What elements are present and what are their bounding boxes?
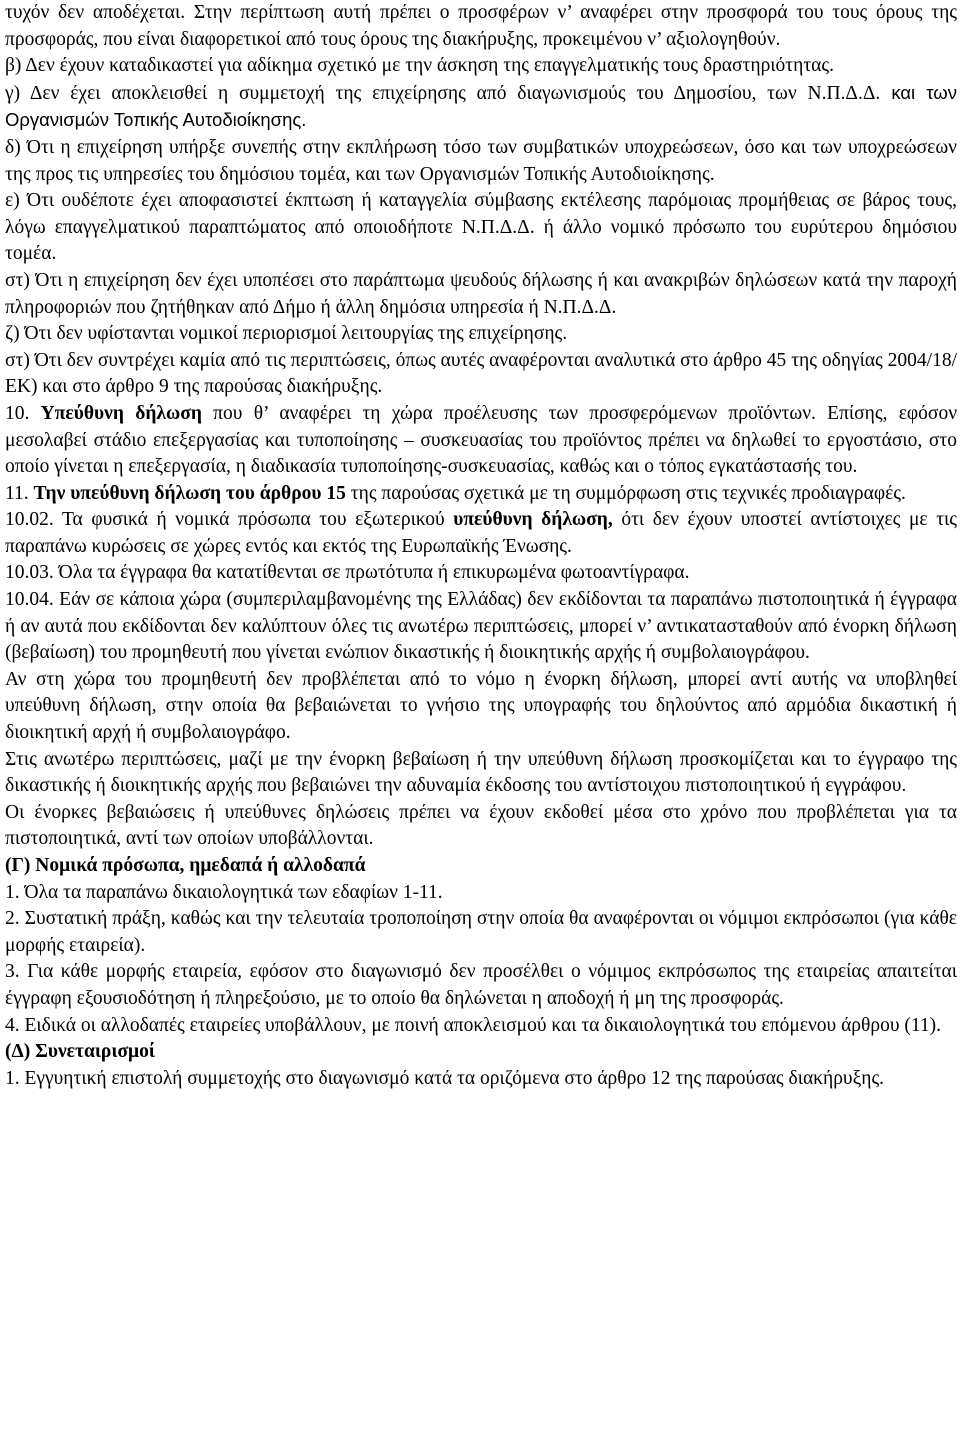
- legal-item-1: 1. Όλα τα παραπάνω δικαιολογητικά των εδαφίων 1-11.: [5, 881, 443, 903]
- paragraph-c-text: γ) Δεν έχει αποκλεισθεί η συμμετοχή της επιχείρησης από διαγωνισμούς του Δημοσίου, των Ν.Π.Δ.Δ.: [5, 82, 881, 104]
- paragraph-11: [5, 481, 957, 508]
- paragraph-10-02-text-a: 10.02. Τα φυσικά ή νομικά πρόσωπα του εξωτερικού: [5, 509, 454, 531]
- paragraph-d: δ) Ότι η επιχείρηση υπήρξε συνεπής στην εκπλήρωση τόσο των συμβατικών υποχρεώσεων, όσο και των υποχρεώσεων της προς τις υπηρεσίες του δημόσιου τομέα, και των Οργανισμών Τοπικής Αυτοδιοίκησης.: [5, 136, 957, 185]
- section-heading-legal-entities-text: (Γ) Νομικά πρόσωπα, ημεδαπά ή αλλοδαπά: [5, 855, 366, 876]
- paragraph-st: στ) Ότι η επιχείρηση δεν έχει υποπέσει στο παράπτωμα ψευδούς δήλωσης ή και ανακριβών δηλώσεων κατά την παροχή πληροφοριών που ζητήθηκαν από Δήμο ή άλλη δημόσια υπηρεσία ή Ν.Π.Δ.Δ.: [5, 269, 957, 318]
- paragraph-sworn-docs: Στις ανωτέρω περιπτώσεις, μαζί με την ένορκη βεβαίωση ή την υπεύθυνη δήλωση προσκομίζεται και το έγγραφο της δικαστικής ή διοικητικής αρχής που βεβαιώνει την αδυναμία έκδοσης του αντίστοιχου πιστοποιητικού ή εγγράφου.: [5, 748, 957, 797]
- paragraph-sworn-alt: Αν στη χώρα του προμηθευτή δεν προβλέπεται από το νόμο η ένορκη δήλωση, μπορεί αντί αυτής να υποβληθεί υπεύθυνη δήλωση, στην οποία θα βεβαιώνεται το γνήσιο της υπογραφής του δηλούντος από αρμόδια δικαστική ή διοικητική αρχή ή συμβολαιογράφο.: [5, 668, 957, 744]
- section-heading-cooperatives-text: (Δ) Συνεταιρισμοί: [5, 1041, 155, 1063]
- bold-term: υπεύθυνη δήλωση,: [453, 509, 613, 531]
- paragraph-e: ε) Ότι ουδέποτε έχει αποφασιστεί έκπτωση ή καταγγελία σύμβασης εκτέλεσης παρόμοιας προμήθειας σε βάρος τους, λόγω επαγγελματικού παραπτώματος από οποιοδήποτε Ν.Π.Δ.Δ. ή άλλο νομικό πρόσωπο του ευρύτερου δημόσιου τομέα.: [5, 190, 957, 265]
- legal-item-4: 4. Ειδικά οι αλλοδαπές εταιρείες υποβάλλουν, με ποινή αποκλεισμού και τα δικαιολογητικά του επόμενου άρθρου (11).: [5, 1014, 941, 1036]
- paragraph-st-2: στ) Ότι δεν συντρέχει καμία από τις περιπτώσεις, όπως αυτές αναφέρονται αναλυτικά στο άρθρο 45 της οδηγίας 2004/18/ΕΚ) και στο άρθρο 9 της παρούσας διακήρυξης.: [5, 349, 957, 398]
- paragraph-10: [5, 401, 957, 481]
- section-heading-cooperatives: [5, 1039, 957, 1066]
- paragraph-10-03: 10.03. Όλα τα έγγραφα θα κατατίθενται σε πρωτότυπα ή επικυρωμένα φωτοαντίγραφα.: [5, 562, 690, 584]
- section-heading-legal-entities: [5, 853, 957, 880]
- paragraph-10-text: που θ’ αναφέρει τη χώρα προέλευσης των προσφερόμενων προϊόντων. Επίσης, εφόσον μεσολαβεί στάδιο επεξεργασίας και τυποποίησης – συσκευασίας του προϊόντος πρέπει να δηλωθεί το εργοστάσιο, στο οποίο γίνεται η επεξεργασία, η διαδικασία τυποποίησης-συσκευασίας, καθώς και ο τόπος εγκατάστασής του.: [5, 402, 958, 478]
- paragraph-z: ζ) Ότι δεν υφίστανται νομικοί περιορισμοί λειτουργίας της επιχείρησης.: [5, 323, 568, 345]
- paragraph-sworn-time: Οι ένορκες βεβαιώσεις ή υπεύθυνες δηλώσεις πρέπει να έχουν εκδοθεί μέσα στο χρόνο που προβλέπεται για τα πιστοποιητικά, αντί των οποίων υποβάλλονται.: [5, 801, 957, 850]
- bold-term: Την υπεύθυνη δήλωση του άρθρου 15: [33, 482, 346, 504]
- paragraph-10-04: 10.04. Εάν σε κάποια χώρα (συμπεριλαμβανομένης της Ελλάδας) δεν εκδίδονται τα παραπάνω πιστοποιητικά ή έγγραφα ή αν αυτά που εκδίδονται δεν καλύπτουν όλες τις ανωτέρω περιπτώσεις, μπορεί ν’ αντικατασταθούν από ένορκη δήλωση (βεβαίωση) του προμηθευτή που γίνεται ενώπιον δικαστικής ή διοικητικής αρχής ή συμβολαιογράφου.: [5, 589, 957, 664]
- paragraph-10-02-text-b: ότι δεν έχουν υποστεί αντίστοιχες με τις παραπάνω κυρώσεις σε χώρες εντός και εκτός της Ευρωπαϊκής Ένωσης.: [5, 509, 957, 557]
- paragraph-c-tail: και των Οργανισμών Τοπικής Αυτοδιοίκησης.: [5, 81, 957, 131]
- paragraph-11-text: της παρούσας σχετικά με τη συμμόρφωση στις τεχνικές προδιαγραφές.: [345, 482, 906, 504]
- legal-item-3: 3. Για κάθε μορφής εταιρεία, εφόσον στο διαγωνισμό δεν προσέλθει ο νόμιμος εκπρόσωπος της εταιρείας απαιτείται έγγραφη εξουσιοδότηση ή πληρεξούσιο, με το οποίο θα δηλώνεται η αποδοχή ή μη της προσφοράς.: [5, 961, 957, 1009]
- legal-item-2: 2. Συστατική πράξη, καθώς και την τελευταία τροποποίηση στην οποία θα αναφέρονται οι νόμιμοι εκπρόσωποι (για κάθε μορφής εταιρεία).: [5, 908, 957, 956]
- item-number: 11.: [5, 482, 34, 504]
- document-page: [5, 0, 957, 1092]
- paragraph-10-02: [5, 507, 957, 560]
- paragraph-intro: τυχόν δεν αποδέχεται. Στην περίπτωση αυτή πρέπει ο προσφέρων ν’ αναφέρει στην προσφορά του τους όρους της προσφοράς, που είναι διαφορετικοί από τους όρους της διακήρυξης, προκειμένου ν’ αξιολογηθούν.: [5, 2, 957, 50]
- cooperative-item-1: 1. Εγγυητική επιστολή συμμετοχής στο διαγωνισμό κατά τα οριζόμενα στο άρθρο 12 της παρούσας διακήρυξης.: [5, 1067, 885, 1089]
- paragraph-b: β) Δεν έχουν καταδικαστεί για αδίκημα σχετικό με την άσκηση της επαγγελματικής τους δραστηριότητας.: [5, 55, 834, 77]
- item-number: 10.: [5, 402, 41, 424]
- paragraph-c: [5, 80, 957, 135]
- bold-term: Υπεύθυνη δήλωση: [40, 402, 202, 424]
